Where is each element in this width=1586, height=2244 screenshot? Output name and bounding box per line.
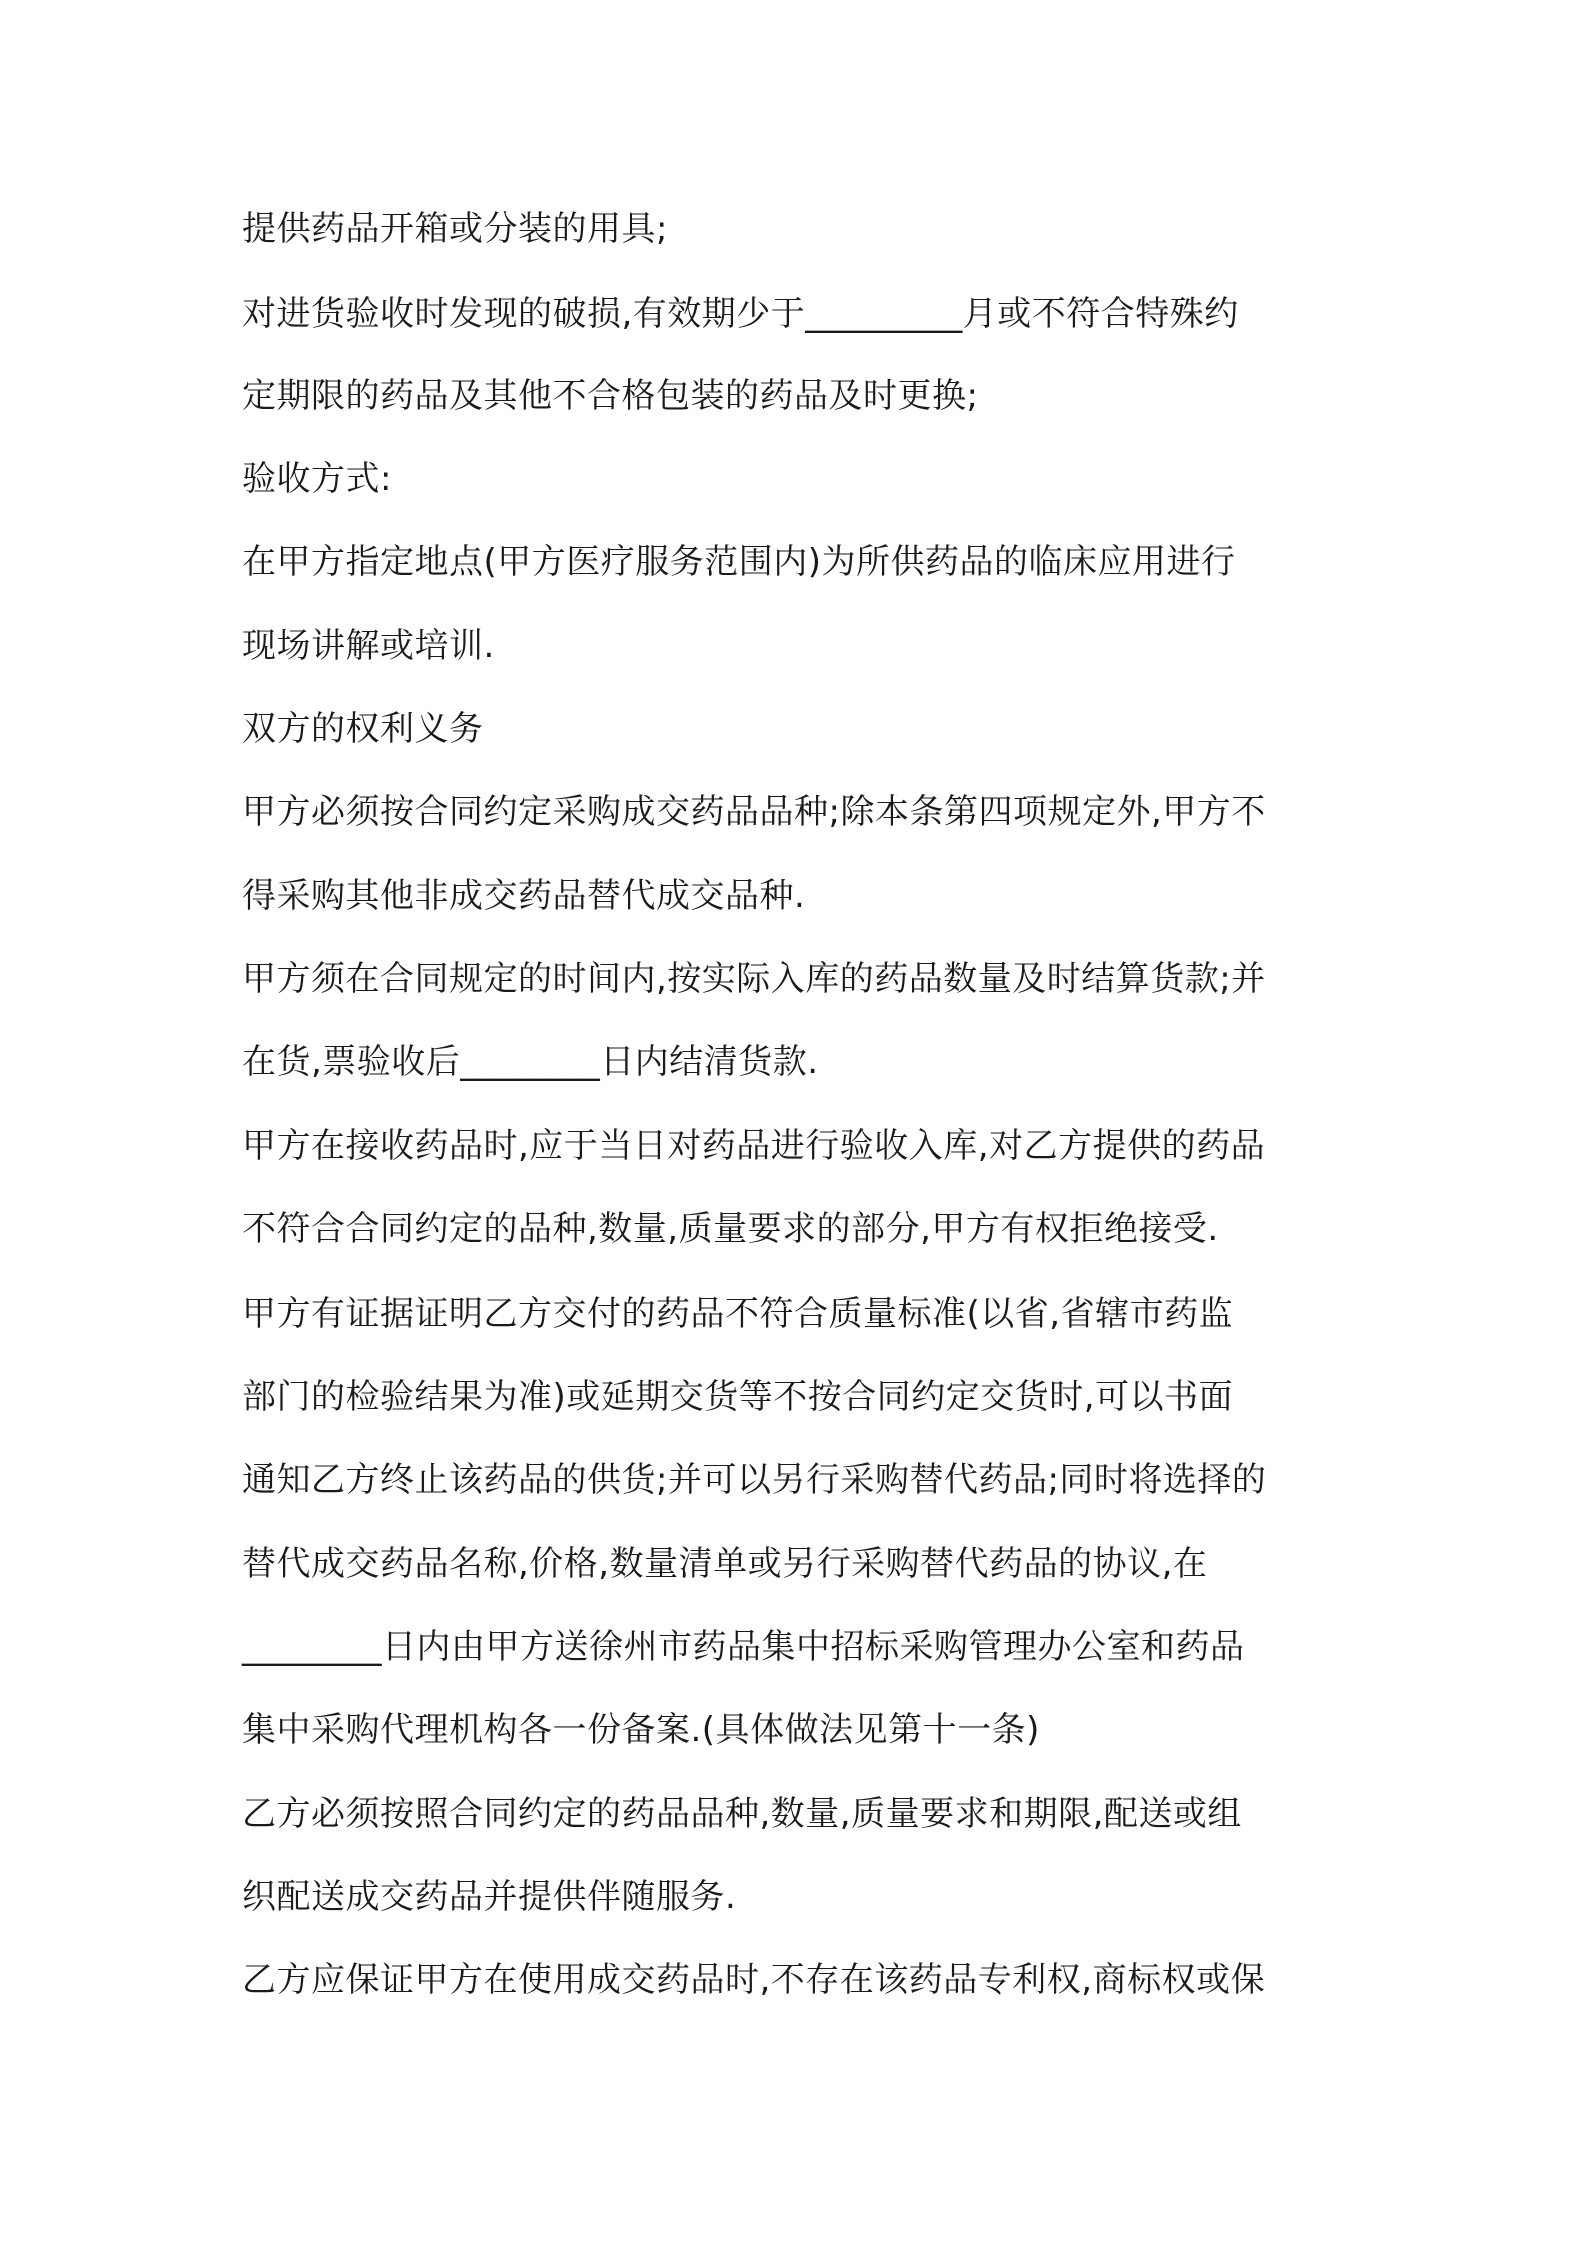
- text-line: 乙方应保证甲方在使用成交药品时,不存在该药品专利权,商标权或保: [242, 1960, 1266, 2000]
- text-line: 对进货验收时发现的破损,有效期少于_________月或不符合特殊约: [242, 294, 1239, 334]
- text-line: 提供药品开箱或分装的用具;: [242, 209, 668, 249]
- text-line: 得采购其他非成交药品替代成交品种.: [242, 876, 806, 916]
- text-line: 集中采购代理机构各一份备案.(具体做法见第十一条): [242, 1710, 1040, 1750]
- text-line: 在货,票验收后________日内结清货款.: [242, 1042, 819, 1082]
- text-line: 织配送成交药品并提供伴随服务.: [242, 1877, 737, 1917]
- text-line: 通知乙方终止该药品的供货;并可以另行采购替代药品;同时将选择的: [242, 1460, 1267, 1500]
- text-line: 在甲方指定地点(甲方医疗服务范围内)为所供药品的临床应用进行: [242, 542, 1236, 582]
- text-line: 甲方在接收药品时,应于当日对药品进行验收入库,对乙方提供的药品: [242, 1126, 1266, 1166]
- text-line: 现场讲解或培训.: [242, 626, 495, 666]
- text-line: 验收方式:: [242, 459, 392, 499]
- text-line: 定期限的药品及其他不合格包装的药品及时更换;: [242, 376, 979, 416]
- text-line: 甲方有证据证明乙方交付的药品不符合质量标准(以省,省辖市药监: [242, 1294, 1234, 1334]
- text-line: 不符合合同约定的品种,数量,质量要求的部分,甲方有权拒绝接受.: [242, 1209, 1219, 1249]
- text-line: 乙方必须按照合同约定的药品品种,数量,质量要求和期限,配送或组: [242, 1794, 1242, 1834]
- text-line: ________日内由甲方送徐州市药品集中招标采购管理办公室和药品: [242, 1627, 1245, 1667]
- text-line: 替代成交药品名称,价格,数量清单或另行采购替代药品的协议,在: [242, 1544, 1208, 1584]
- text-line: 甲方必须按合同约定采购成交药品品种;除本条第四项规定外,甲方不: [242, 792, 1266, 832]
- section-heading: 双方的权利义务: [242, 709, 484, 749]
- text-line: 甲方须在合同规定的时间内,按实际入库的药品数量及时结算货款;并: [242, 959, 1266, 999]
- text-line: 部门的检验结果为准)或延期交货等不按合同约定交货时,可以书面: [242, 1377, 1234, 1417]
